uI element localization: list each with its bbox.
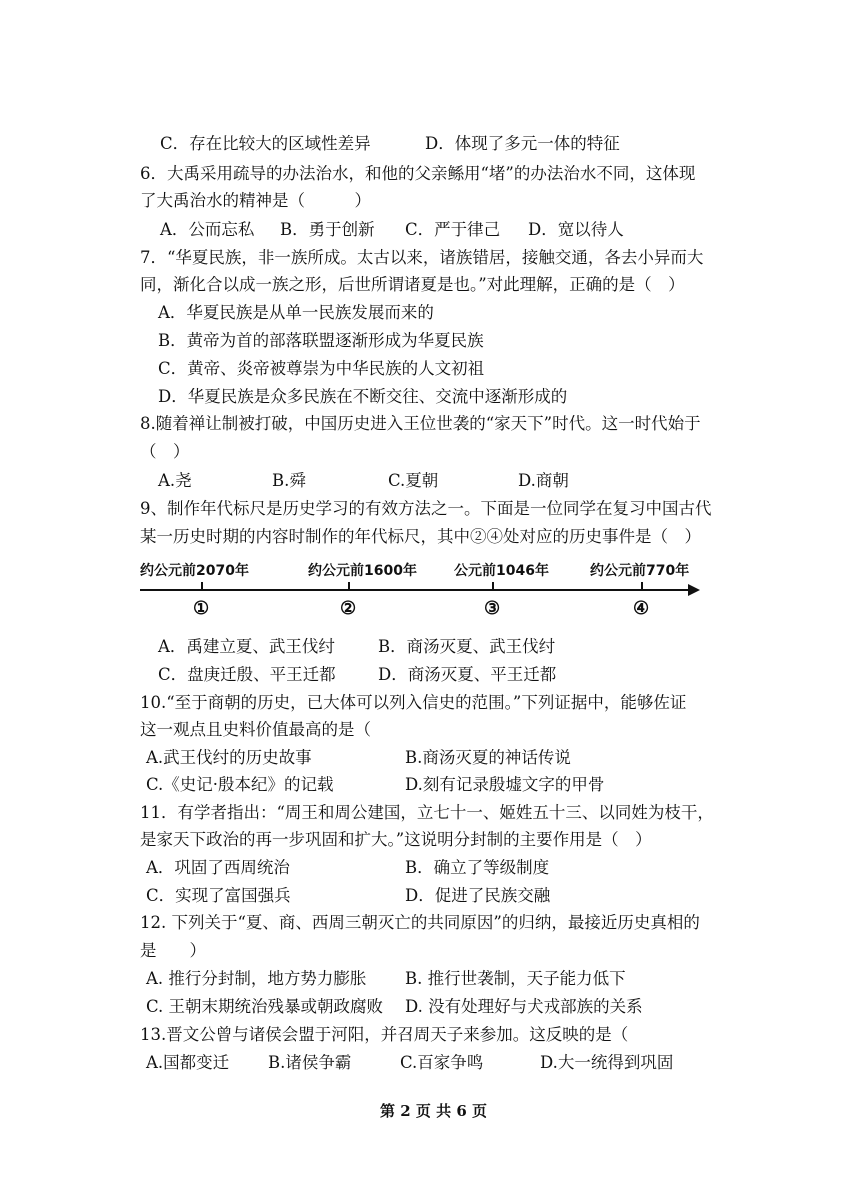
q13-option-b: B.诸侯争霸 [268,1053,352,1072]
q5-option-d: D．体现了多元一体的特征 [425,134,620,153]
q11-option-a: A．巩固了西周统治 [146,858,290,877]
q12-option-b: B. 推行世袭制，天子能力低下 [405,969,626,988]
q6-option-c: C．严于律己 [405,220,501,239]
q8-option-c: C.夏朝 [388,471,439,490]
q7-option-b: B．黄帝为首的部落联盟逐渐形成为华夏民族 [158,331,484,350]
timeline-tick-2 [348,582,350,590]
q13-option-a: A.国都变迁 [146,1053,230,1072]
q11-option-c: C．实现了富国强兵 [146,886,291,905]
timeline-axis [140,589,690,591]
q10-option-b: B.商汤灭夏的神话传说 [405,748,571,767]
q13-option-c: C.百家争鸣 [400,1053,484,1072]
q12-option-c: C. 王朝末期统治残暴或朝政腐败 [146,997,384,1016]
q10-stem-line1: 10.“至于商朝的历史，已大体可以列入信史的范围。”下列证据中，能够佐证 [140,693,687,712]
timeline-marker-2: ② [340,598,357,619]
q8-stem-line2: （ ） [140,442,190,461]
q12-stem-line2: 是 ） [140,941,206,960]
timeline-label-3: 公元前1046年 [454,563,549,579]
page-number: 第 2 页 共 6 页 [380,1102,487,1120]
q6-option-a: A．公而忘私 [160,220,255,239]
q9-option-a: A．禹建立夏、武王伐纣 [158,637,335,656]
q6-option-b: B．勇于创新 [280,220,375,239]
q6-stem-line2: 了大禹治水的精神是（ ） [140,191,371,210]
q9-stem-line2: 某一历史时期的内容时制作的年代标尺，其中②④处对应的历史事件是（ ） [140,527,701,546]
q8-stem-line1: 8.随着禅让制被打破，中国历史进入王位世袭的“家天下”时代。这一时代始于 [140,414,701,433]
timeline-marker-3: ③ [484,598,501,619]
q8-option-a: A.尧 [158,471,192,490]
q13-option-d: D.大一统得到巩固 [540,1053,674,1072]
timeline-marker-4: ④ [633,598,650,619]
timeline-tick-1 [201,582,203,590]
q12-stem-line1: 12. 下列关于“夏、商、西周三朝灭亡的共同原因”的归纳，最接近历史真相的 [140,913,700,932]
q12-option-a: A. 推行分封制，地方势力膨胀 [146,969,367,988]
era-timeline [140,560,710,626]
q9-stem-line1: 9、制作年代标尺是历史学习的有效方法之一。下面是一位同学在复习中国古代 [140,499,712,518]
q11-option-b: B．确立了等级制度 [405,858,550,877]
q13-stem: 13.晋文公曾与诸侯会盟于河阳，并召周天子来参加。这反映的是（ [140,1025,629,1044]
q10-option-a: A.武王伐纣的历史故事 [146,748,312,767]
timeline-label-1: 约公元前2070年 [140,563,249,579]
timeline-arrowhead [688,584,700,596]
q5-option-c: C．存在比较大的区域性差异 [160,134,371,153]
q7-stem-line1: 7．“华夏民族，非一族所成。太古以来，诸族错居，接触交通，各去小异而大 [140,248,704,267]
q6-stem-line1: 6．大禹采用疏导的办法治水，和他的父亲鲧用“堵”的办法治水不同，这体现 [140,164,696,183]
q7-option-a: A．华夏民族是从单一民族发展而来的 [158,303,434,322]
q8-option-b: B.舜 [272,471,306,490]
q11-option-d: D．促进了民族交融 [405,886,551,905]
q9-option-c: C．盘庚迁殷、平王迁都 [158,665,336,684]
q10-stem-line2: 这一观点且史料价值最高的是（ [140,720,371,739]
timeline-tick-4 [641,582,643,590]
q12-option-d: D. 没有处理好与犬戎部族的关系 [405,997,643,1016]
q7-option-d: D．华夏民族是众多民族在不断交往、交流中逐渐形成的 [158,387,568,406]
q6-option-d: D．宽以待人 [528,220,624,239]
timeline-label-2: 约公元前1600年 [308,563,417,579]
q10-option-c: C.《史记·殷本纪》的记载 [146,775,334,794]
q8-option-d: D.商朝 [518,471,569,490]
q11-stem-line1: 11．有学者指出：“周王和周公建国，立七十一、姬姓五十三、以同姓为枝干， [140,803,714,822]
q10-option-d: D.刻有记录殷墟文字的甲骨 [405,775,605,794]
q7-option-c: C．黄帝、炎帝被尊崇为中华民族的人文初祖 [158,359,485,378]
q11-stem-line2: 是家天下政治的再一步巩固和扩大。”这说明分封制的主要作用是（ ） [140,830,652,849]
q9-option-b: B．商汤灭夏、武王伐纣 [378,637,556,656]
timeline-marker-1: ① [193,598,210,619]
timeline-label-4: 约公元前770年 [590,563,690,579]
timeline-tick-3 [492,582,494,590]
q9-option-d: D．商汤灭夏、平王迁都 [378,665,557,684]
q7-stem-line2: 同，渐化合以成一族之形，后世所谓诸夏是也。”对此理解，正确的是（ ） [140,275,685,294]
